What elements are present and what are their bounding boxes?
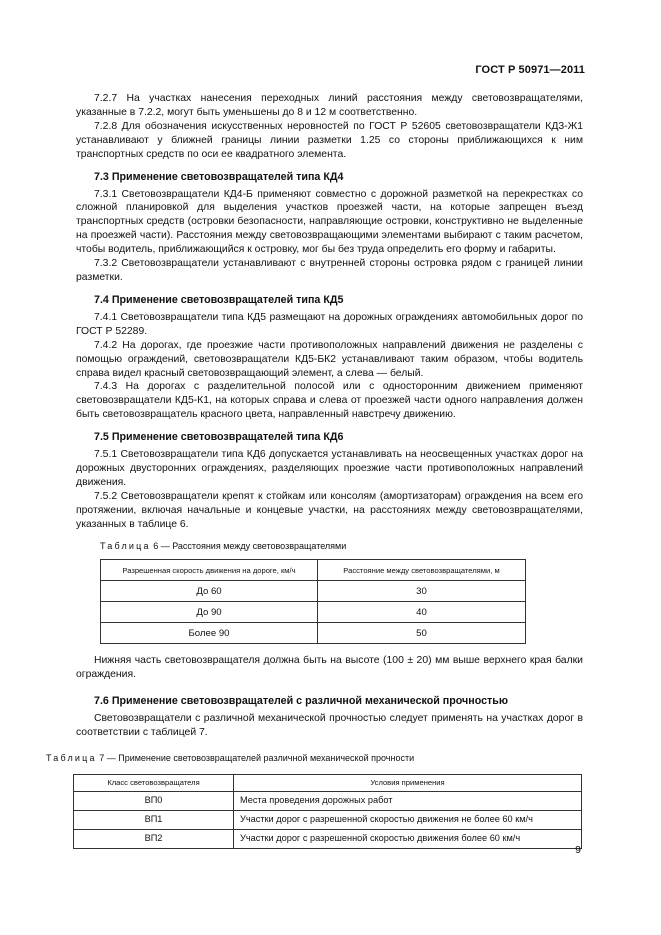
- table-6-caption-word: Таблица: [100, 540, 151, 551]
- table-cell: ВП0: [74, 792, 234, 811]
- paragraph-7-4-3: 7.4.3 На дорогах с разделительной полосой или с односторонним движением применяют световозвращатели КД5-К1, на которых справа и слева от проезжей части одного направления должен быть световозвращатель красного цвета, направленный навстречу движению.: [76, 381, 583, 421]
- table-6: [100, 559, 526, 644]
- table-cell: Более 90: [101, 623, 318, 644]
- section-heading-7-4: 7.4 Применение световозвращателей типа КД5: [94, 293, 344, 306]
- table-7-caption-word: Таблица: [46, 753, 97, 764]
- table-cell: Места проведения дорожных работ: [234, 792, 582, 811]
- table-7-caption: [46, 752, 583, 766]
- table-row: [101, 581, 526, 602]
- table-6-caption: [100, 540, 583, 554]
- table-header-row: [74, 775, 582, 792]
- table-header-row: [101, 560, 526, 581]
- table-cell: Участки дорог с разрешенной скоростью движения более 60 км/ч: [234, 830, 582, 849]
- table-cell: 50: [318, 623, 526, 644]
- paragraph-mount-height: Нижняя часть световозвращателя должна быть на высоте (100 ± 20) мм выше верхнего края балки ограждения.: [76, 655, 583, 681]
- paragraph-7-2-7: 7.2.7 На участках нанесения переходных линий расстояния между световозвращателями, указанные в 7.2.2, могут быть уменьшены до 8 и 12 м соответственно.: [76, 93, 583, 118]
- paragraph-7-4-1: 7.4.1 Световозвращатели типа КД5 размещают на дорожных ограждениях автомобильных дорог по ГОСТ Р 52289.: [76, 311, 583, 337]
- section-heading-7-6: 7.6 Применение световозвращателей с различной механической прочностью: [94, 695, 508, 708]
- table-cell: Участки дорог с разрешенной скоростью движения не более 60 км/ч: [234, 811, 582, 830]
- page-number: 9: [575, 844, 581, 856]
- table-cell: 40: [318, 602, 526, 623]
- table-6-caption-text: 6 — Расстояния между световозвращателями: [153, 540, 347, 551]
- section-heading-7-5: 7.5 Применение световозвращателей типа КД6: [94, 431, 344, 444]
- page-body: [46, 92, 583, 849]
- paragraph-7-6: Световозвращатели с различной механической прочностью следует применять на участках дорог в соответствии с таблицей 7.: [76, 713, 583, 739]
- table-cell: До 60: [101, 581, 318, 602]
- table-6-header-distance: Расстояние между световозвращателями, м: [318, 560, 526, 581]
- section-heading-7-3: 7.3 Применение световозвращателей типа КД4: [94, 170, 344, 183]
- table-7: [73, 774, 582, 849]
- document-header: ГОСТ Р 50971—2011: [475, 64, 585, 76]
- table-cell: ВП1: [74, 811, 234, 830]
- paragraph-7-3-2: 7.3.2 Световозвращатели устанавливают с внутренней стороны островка рядом с границей линии разметки.: [76, 258, 583, 283]
- table-row: [74, 811, 582, 830]
- table-cell: До 90: [101, 602, 318, 623]
- table-row: [74, 792, 582, 811]
- table-cell: ВП2: [74, 830, 234, 849]
- table-7-header-conditions: Условия применения: [234, 775, 582, 792]
- table-row: [101, 602, 526, 623]
- table-7-caption-text: 7 — Применение световозвращателей различной механической прочности: [99, 753, 415, 764]
- paragraph-7-5-1: 7.5.1 Световозвращатели типа КД6 допускается устанавливать на неосвещенных участках дорог на дорожных двусторонних ограждениях, разделяющих проезжие части противоположных направлений движения.: [76, 449, 583, 488]
- table-cell: 30: [318, 581, 526, 602]
- table-row: [101, 623, 526, 644]
- paragraph-7-4-2: 7.4.2 На дорогах, где проезжие части противоположных направлений движения не разделены с помощью ограждений, световозвращатели КД5-БК2 устанавливают таким образом, чтобы водитель справа видел красный световозвращающий элемент, а слева — белый.: [76, 339, 583, 379]
- table-6-header-speed: Разрешенная скорость движения на дороге, км/ч: [101, 560, 318, 581]
- paragraph-7-5-2: 7.5.2 Световозвращатели крепят к стойкам или консолям (амортизаторам) ограждения на всем его протяжении, включая начальные и концевые участки, на расстояниях между световозвращателями, указанных в таблице 6.: [76, 490, 583, 530]
- table-7-header-class: Класс световозвращателя: [74, 775, 234, 792]
- paragraph-7-3-1: 7.3.1 Световозвращатели КД4-Б применяют совместно с дорожной разметкой на перекрестках со сложной планировкой для выделения участков проезжей части, на которые запрещен въезд транспортных средств (островки безопасности, направляющие островки, конструктивно не выделенные на проезжей части). Расстояния между световозвращающими элементами выбирают с таким расчетом, чтобы водитель, приближающийся к островку, мог бы без труда определить его форму и габариты.: [76, 188, 583, 256]
- paragraph-7-2-8: 7.2.8 Для обозначения искусственных неровностей по ГОСТ Р 52605 световозвращатели КД3-Ж1 устанавливают у ближней границы линии разметки 1.25 со стороны приближающихся к ним транспортных средств по оси ее квадратного элемента.: [76, 120, 583, 160]
